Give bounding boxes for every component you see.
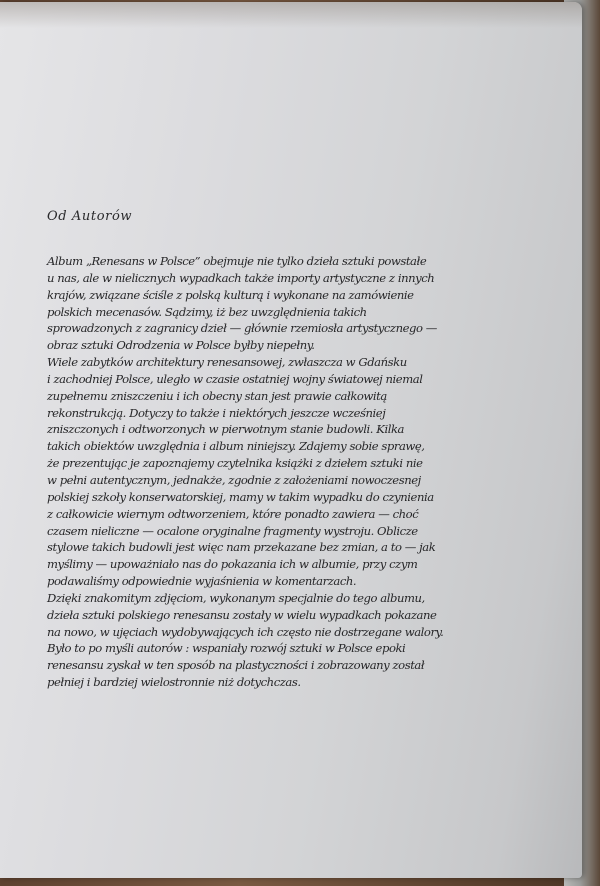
text-line: na nowo, w ujęciach wydobywających ich często nie dostrzegane walory. (47, 624, 444, 639)
text-line: krajów, związane ściśle z polską kulturą i wykonane na zamówienie (47, 287, 414, 302)
book-page (0, 2, 582, 878)
text-line: myślimy — upoważniało nas do pokazania ich w albumie, przy czym (47, 557, 418, 572)
text-line: stylowe takich budowli jest więc nam przekazane bez zmian, a to — jak (47, 540, 436, 555)
text-line: sprowadzonych z zagranicy dzieł — głównie rzemiosła artystycznego — (47, 321, 437, 336)
page-shadow (0, 2, 582, 28)
text-line: zupełnemu zniszczeniu i ich obecny stan jest prawie całkowitą (47, 388, 387, 403)
text-line: pełniej i bardziej wielostronnie niż dotychczas. (47, 675, 301, 690)
text-line: zniszczonych i odtworzonych w pierwotnym stanie budowli. Kilka (47, 422, 404, 437)
text-line: Było to po myśli autorów : wspaniały rozwój sztuki w Polsce epoki (47, 641, 406, 656)
text-line: polskiej szkoły konserwatorskiej, mamy w takim wypadku do czynienia (47, 489, 434, 504)
text-line: podawaliśmy odpowiednie wyjaśnienia w komentarzach. (47, 574, 357, 589)
preface-body (47, 253, 517, 691)
text-line: z całkowicie wiernym odtworzeniem, które ponadto zawiera — choć (47, 506, 419, 521)
text-line: w pełni autentycznym, jednakże, zgodnie z założeniami nowoczesnej (47, 472, 421, 487)
text-line: takich obiektów uwzględnia i album niniejszy. Zdajemy sobie sprawę, (47, 439, 425, 454)
text-line: Album „Renesans w Polsce” obejmuje nie tylko dzieła sztuki powstałe (47, 254, 427, 268)
text-line: dzieła sztuki polskiego renesansu zostały w wielu wypadkach pokazane (47, 607, 437, 622)
text-line: polskich mecenasów. Sądzimy, iż bez uwzględnienia takich (47, 304, 367, 319)
section-heading: Od Autorów (47, 209, 133, 224)
text-line: obraz sztuki Odrodzenia w Polsce byłby niepełny. (47, 338, 315, 353)
text-line: Dzięki znakomitym zdjęciom, wykonanym specjalnie do tego albumu, (47, 590, 425, 605)
text-line: rekonstrukcją. Dotyczy to także i niektórych jeszcze wcześniej (47, 405, 386, 420)
text-line: i zachodniej Polsce, uległo w czasie ostatniej wojny światowej niemal (47, 371, 423, 386)
text-line: renesansu zyskał w ten sposób na plastyczności i zobrazowany został (47, 658, 425, 673)
text-line: u nas, ale w nielicznych wypadkach także importy artystyczne z innych (47, 270, 435, 285)
text-line: Wiele zabytków architektury renesansowej, zwłaszcza w Gdańsku (47, 355, 407, 370)
text-line: czasem nieliczne — ocalone oryginalne fragmenty wystroju. Oblicze (47, 523, 418, 538)
text-line: że prezentując je zapoznajemy czytelnika książki z dziełem sztuki nie (47, 456, 423, 471)
